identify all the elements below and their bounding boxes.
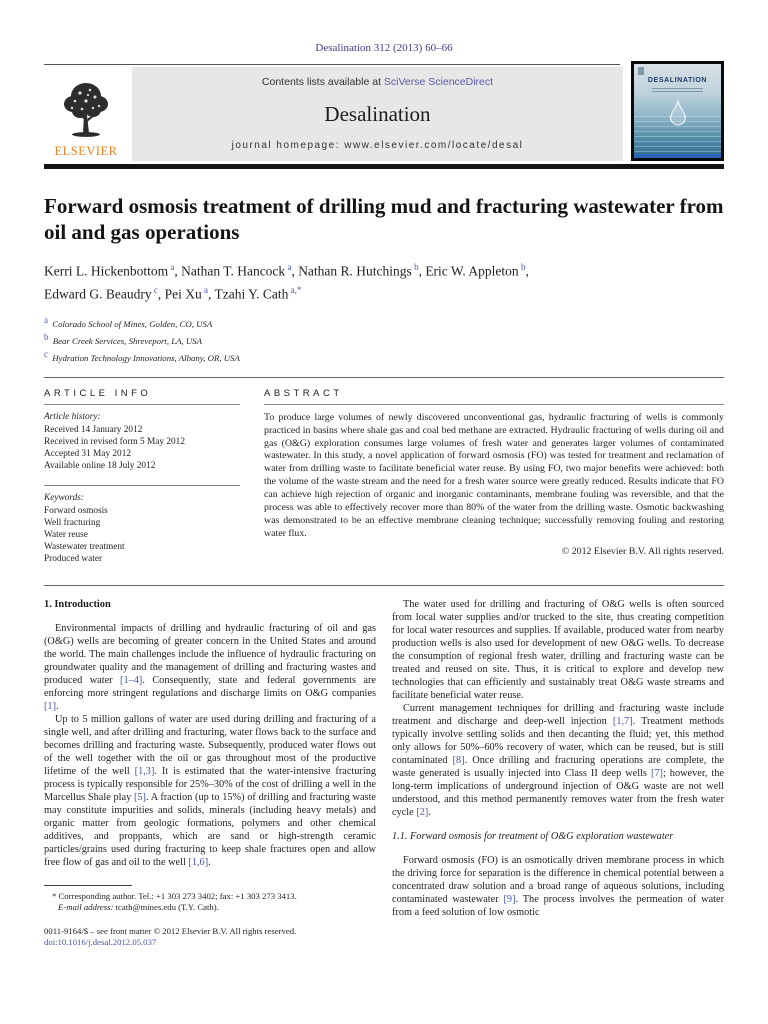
email-suffix: (T.Y. Cath). [178,902,219,913]
paragraph: Forward osmosis (FO) is an osmotically driven membrane process in which the driving force for separation is the difference in chemical potential between a concentrated draw solution and a broad range of aqueous solutions, including contaminated wastewater [9]. The process involves the permeation of water from a feed solution of low osmotic [392,854,725,918]
keyword-entry: Wastewater treatment [44,541,125,552]
citation-link[interactable]: [1,3] [134,765,155,777]
article-history-label: Article history: [44,411,101,422]
cover-bottom-strip [634,154,721,158]
history-entry: Available online 18 July 2012 [44,460,156,471]
paragraph: Current management techniques for drilling and fracturing waste include treatment and discharge and deep-well injection [1,7]. Treatment methods typically involve settling solids and then decanting the fluid; yet, this method only allows for 50%–60% recovery of water, which can be reused, but is still contaminated [8]. Once drilling and fracturing operations are complete, the waste generated is usually injected into Class II deep wells [7]; however, the long-term implications of underground injection of O&G waste are not well understood, and this method permanently removes water from the fresh water cycle [2]. [392,702,724,818]
sciverse-sciencedirect-link[interactable]: SciVerse ScienceDirect [383,76,494,88]
affiliation-list [44,314,724,365]
author-list: Kerri L. Hickenbottom $^a$, Nathan T. Hancock $^a$, Nathan R. Hutchings $^b$, Eric W. Appleton $^b$, Edward G. Beaudry $^c$, Pei Xu $^a$, Tzahi Y. Cath $^{a,*}$ [44,262,529,301]
doi-link[interactable]: doi:10.1016/j.desal.2012.05.037 [44,937,157,948]
citation-link[interactable]: [1–4] [120,674,143,686]
author-name: Kerri L. Hickenbottom [44,263,169,279]
citation-link[interactable]: [5] [133,791,146,803]
running-head-citation: Desalination 312 (2013) 60–66 [315,42,453,54]
author-affiliation-sup: a,* [288,284,302,295]
article-body [44,598,724,949]
cover-water-ripples [634,116,721,154]
masthead [44,64,724,161]
author-name: Tzahi Y. Cath [214,286,289,301]
keyword-entry: Forward osmosis [44,505,108,516]
left-column [44,598,376,949]
keyword-entry: Produced water [44,553,103,564]
citation-link[interactable]: [1] [44,700,57,712]
affiliation: $^a$ Colorado School of Mines, Golden, CO, USA [44,315,213,329]
email-link[interactable]: tcath@mines.edu [115,902,176,913]
article-history-list [44,424,240,472]
paragraph: Up to 5 million gallons of water are used during drilling and fracturing of a single well, and after drilling and fracturing, water flows back to the surface and becomes drilling and fracturing waste. Subsequently, produced water flows out of the well together with the oil or gas throughout most of the productive lifetime of the well [1,3]. It is estimated that the water-intensive fracturing process is typically responsible for 25%–30% of the cost of drilling a well in the Marcellus Shale play [5]. A fraction (up to 15%) of drilling and fracturing waste may constitute impurities and solids, minerals (including heavy metals) and organic matter from geologic formations, polymers and other chemical additives, and proppants, which are sand or high-strength ceramic particles/grains used during fracturing to keep shale fractures open and allow free flow of gas and oil to the well [1,6]. [44,713,376,868]
elsevier-tree-icon [59,80,113,143]
keyword-entry: Well fracturing [44,517,101,528]
paragraph: Environmental impacts of drilling and hydraulic fracturing of oil and gas (O&G) wells are becoming of greater concern in the United States and around the world. The main challenges include the influence of hydraulic fracturing on groundwater quality and the management of drilling and fracturing wastes and produced water [1–4]. Consequently, state and federal governments are enforcing more stringent regulations and discharge limits on O&G companies [1]. [44,622,376,712]
history-entry: Accepted 31 May 2012 [44,448,132,459]
author-affiliation-sup: b [518,262,526,272]
divider [44,585,724,586]
paragraph: The water used for drilling and fracturing of O&G wells is often sourced from local water supplies and/or trucked to the site, thus creating competition for local water resources and supplies. If available, produced water from nearby production wells is also used for development of new O&G wells. To decrease the consumption of regional fresh water, drilling and fracturing waste can be treated and reused on site. Thus, it is critical to explore and develop new technologies that can efficiently and sustainably treat O&G waste streams and facilitate beneficial water reuse. [392,598,724,701]
footnote-corresponding: * Corresponding author. Tel.: +1 303 273 3402; fax: +1 303 273 3413. [52,890,297,901]
author-name: Nathan R. Hutchings [298,263,412,279]
citation-link[interactable]: [8] [452,754,465,766]
author-affiliation-sup: c [151,284,158,295]
masthead-divider-bar [44,164,724,169]
affiliation: $^c$ Hydration Technology Innovations, Albany, OR, USA [44,348,240,363]
issn-copyright-block [44,926,376,949]
affiliation-sup: c [44,348,48,359]
info-abstract-section [44,378,724,573]
author-name: Edward G. Beaudry [44,286,152,301]
journal-name: Desalination [324,101,431,126]
author-affiliation-sup: a [285,262,292,272]
citation-link[interactable]: [1,6] [188,856,209,868]
citation-link[interactable]: [1,7] [612,715,633,727]
author-name: Eric W. Appleton [425,263,519,279]
copyright-line: © 2012 Elsevier B.V. All rights reserved. [561,545,724,557]
contents-prefix: Contents lists available at [261,76,381,88]
abstract-column [264,388,724,573]
cover-journal-title: DESALINATION [647,77,708,84]
article-title: Forward osmosis treatment of drilling mud and fracturing wastewater from oil and gas operations [44,194,724,244]
history-entry: Received 14 January 2012 [44,424,143,435]
article-info-column [44,388,240,573]
footnote-email-line [44,902,376,914]
keywords-label: Keywords: [44,492,84,503]
abstract-text: To produce large volumes of newly discovered unconventional gas, hydraulic fracturing of wells is commonly practiced in basins where shale gas and coal bed methane are extracted. Hydraulic fracturing of wells during oil and gas (O&G) exploration consumes large volumes of fresh water and generates larger volumes of contaminated wastewater. In this study, a novel application of forward osmosis (FO) was tested for treatment and reclamation of water from drilling waste to facilitate beneficial water reuse. By using FO, two major benefits were achieved: both the volume of the waste stream and the need for a fresh water source were greatly reduced. Results indicate that FO can achieve high rejection of organic and inorganic contaminants, membrane fouling was reversible, and that the process was able to effectively recover more than 80% of the water from the drilling waste. Osmotic backwashing was demonstrated to be an effective membrane cleaning technique; successfully removing fouling and restoring water flux. [264,411,724,539]
affiliation: $^b$ Bear Creek Services, Shreveport, LA, USA [44,331,203,346]
affiliation-sup: b [44,331,49,342]
right-column [392,598,724,949]
keywords-block [44,486,240,573]
corresponding-author-footnote [44,885,376,949]
author-affiliation-sup: a [201,284,208,295]
masthead-banner [132,67,623,161]
elsevier-wordmark: ELSEVIER [54,144,118,158]
citation-link[interactable]: [2] [416,806,429,818]
section-heading-introduction: 1. Introduction [44,598,111,610]
article-info-heading: ARTICLE INFO [44,387,152,399]
author-name: Pei Xu [164,286,202,301]
affiliation-sup: a [44,315,48,325]
email-label: E-mail address: [58,902,114,913]
keywords-list [44,505,240,565]
subsection-heading: 1.1. Forward osmosis for treatment of O&G exploration wastewater [392,830,674,842]
contents-line [262,76,493,88]
journal-homepage-link[interactable]: journal homepage: www.elsevier.com/locate/desal [231,140,524,151]
author-affiliation-sup: b [411,262,419,272]
author-name: Nathan T. Hancock [181,263,286,279]
author-affiliation-sup: a [168,262,175,272]
journal-cover-thumbnail[interactable] [631,61,724,161]
cover-corner-mark [638,67,644,75]
citation-link[interactable]: [9] [503,893,516,905]
citation-link[interactable]: [7] [650,767,663,779]
keyword-entry: Water reuse [44,529,88,540]
cover-subtitle-lines [652,88,703,94]
issn-line: 0011-9164/$ – see front matter © 2012 Elsevier B.V. All rights reserved. [44,925,297,936]
history-entry: Received in revised form 5 May 2012 [44,436,185,447]
masthead-top-rule [44,64,620,65]
elsevier-logo[interactable] [44,67,128,161]
footnote-rule [44,885,132,886]
abstract-heading: ABSTRACT [264,387,343,399]
article-history-block [44,405,240,480]
